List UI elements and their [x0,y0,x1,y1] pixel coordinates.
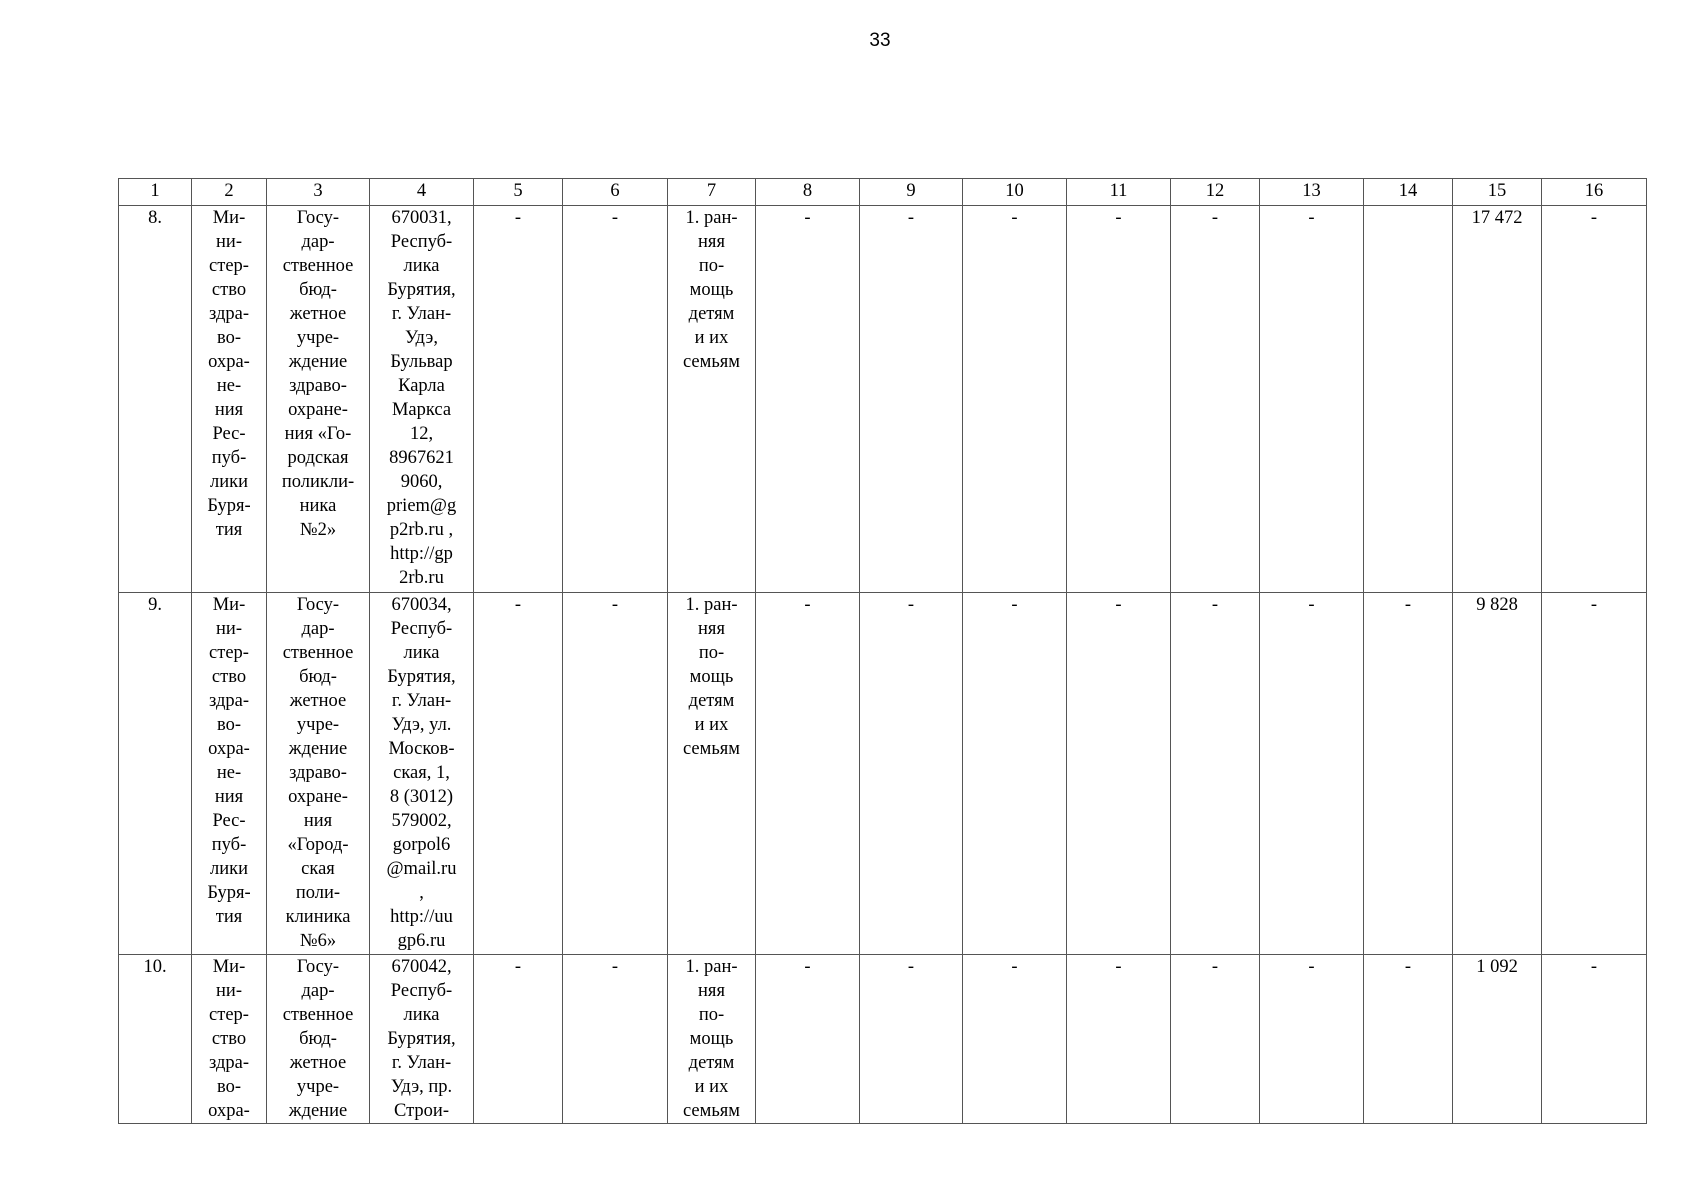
table-cell [1542,593,1647,955]
table-cell [474,593,563,955]
column-header: 2 [192,179,267,206]
cell-text: Госу- дар- ственное бюд- жетное учре- ждение [282,957,354,1121]
cell-text: - [1011,208,1018,228]
table-row [119,593,1647,955]
table-cell [192,593,267,955]
column-header: 8 [756,179,860,206]
cell-text: 9. [148,595,162,615]
cell-text: - [514,957,522,977]
table-cell [963,206,1067,593]
table-cell [860,955,963,1124]
table-cell [267,955,370,1124]
column-header: 3 [267,179,370,206]
table-header-row [119,179,1647,206]
table-row [119,206,1647,593]
cell-text: - [1211,957,1219,977]
column-header: 12 [1171,179,1260,206]
cell-text: - [1011,957,1018,977]
table-cell [370,955,474,1124]
table-cell [474,955,563,1124]
column-header: 7 [668,179,756,206]
cell-text: Госу- дар- ственное бюд- жетное учре- ждение здраво- охране- ния «Го- родская поликли- ника №2» [281,208,355,540]
column-header: 9 [860,179,963,206]
table-cell [1542,955,1647,1124]
column-header: 6 [563,179,668,206]
table-cell [1067,955,1171,1124]
table-cell [563,593,668,955]
table-cell [1260,955,1364,1124]
table-cell [1453,206,1542,593]
table-cell [1067,593,1171,955]
cell-text: - [611,595,619,615]
cell-text: 1. ран- няя по- мощь детям и их семьям [682,957,740,1121]
cell-text: - [907,208,915,228]
table-cell [1364,593,1453,955]
cell-text: - [907,957,915,977]
column-header: 1 [119,179,192,206]
table-cell [192,955,267,1124]
table-cell [119,593,192,955]
column-header: 16 [1542,179,1647,206]
table-cell [474,206,563,593]
cell-text: - [1404,595,1412,615]
column-header: 11 [1067,179,1171,206]
cell-text: Ми- ни- стер- ство здра- во- охра- [208,957,250,1121]
cell-text: - [1308,208,1315,228]
table-cell [267,593,370,955]
column-header: 10 [963,179,1067,206]
column-header: 15 [1453,179,1542,206]
cell-text: Ми- ни- стер- ство здра- во- охра- не- ния Рес- пуб- лики Буря- тия [207,208,251,540]
table-cell [1260,206,1364,593]
column-header: 4 [370,179,474,206]
cell-text: - [804,595,811,615]
table-cell [1260,593,1364,955]
cell-text: - [1404,957,1412,977]
table-cell [1171,593,1260,955]
cell-text: - [1115,595,1122,615]
table-cell [370,206,474,593]
table-cell [1067,206,1171,593]
column-header: 14 [1364,179,1453,206]
cell-text: Ми- ни- стер- ство здра- во- охра- не- ния Рес- пуб- лики Буря- тия [207,595,251,927]
cell-text: - [514,208,522,228]
table-row [119,955,1647,1124]
cell-text: - [804,208,811,228]
table-cell [668,955,756,1124]
table-cell [563,955,668,1124]
table-cell [119,955,192,1124]
table-cell [668,206,756,593]
table-cell [860,593,963,955]
table-cell [860,206,963,593]
table-cell [1364,206,1453,593]
table-cell [756,955,860,1124]
column-header: 13 [1260,179,1364,206]
cell-text: 8. [148,208,162,228]
cell-text: - [1011,595,1018,615]
table-cell [1453,955,1542,1124]
table-cell [1542,206,1647,593]
cell-text: - [1308,595,1315,615]
cell-text: 670031, Респуб- лика Бурятия, г. Улан- Удэ, Бульвар Карла Маркса 12, 8967621 9060, priem@g p2rb.ru , http://gp 2rb.ru [386,208,457,588]
table-cell [756,206,860,593]
cell-text: - [1211,208,1219,228]
table-cell [1453,593,1542,955]
cell-text: 9 828 [1476,595,1518,615]
cell-text: - [1590,595,1598,615]
cell-text: - [611,208,619,228]
cell-text: - [1590,208,1598,228]
cell-text: 17 472 [1471,208,1523,228]
cell-text: - [1115,208,1122,228]
table-cell [563,206,668,593]
table-cell [370,593,474,955]
cell-text: - [1115,957,1122,977]
cell-text: - [804,957,811,977]
cell-text: 670034, Респуб- лика Бурятия, г. Улан- Удэ, ул. Москов- ская, 1, 8 (3012) 579002, gorpol6 @mail.ru , http://uu gp6.ru [386,595,457,951]
table-cell [267,206,370,593]
cell-text: Госу- дар- ственное бюд- жетное учре- ждение здраво- охране- ния «Город- ская поли- клиника №6» [282,595,354,951]
cell-text: - [1590,957,1598,977]
column-header: 5 [474,179,563,206]
cell-text: 1 092 [1476,957,1518,977]
cell-text: - [1211,595,1219,615]
cell-text: - [611,957,619,977]
data-table [118,178,1647,1124]
cell-text: - [514,595,522,615]
page-number: 33 [869,30,891,51]
cell-text: 670042, Респуб- лика Бурятия, г. Улан- Удэ, пр. Строи- [387,957,456,1121]
table-cell [756,593,860,955]
cell-text: - [1308,957,1315,977]
cell-text: - [907,595,915,615]
table-cell [1171,955,1260,1124]
table-cell [963,593,1067,955]
table-cell [1364,955,1453,1124]
table-cell [963,955,1067,1124]
table-cell [1171,206,1260,593]
table-cell [192,206,267,593]
cell-text: 10. [143,957,167,977]
table-cell [668,593,756,955]
table-cell [119,206,192,593]
cell-text: 1. ран- няя по- мощь детям и их семьям [682,595,740,759]
cell-text: 1. ран- няя по- мощь детям и их семьям [682,208,740,372]
